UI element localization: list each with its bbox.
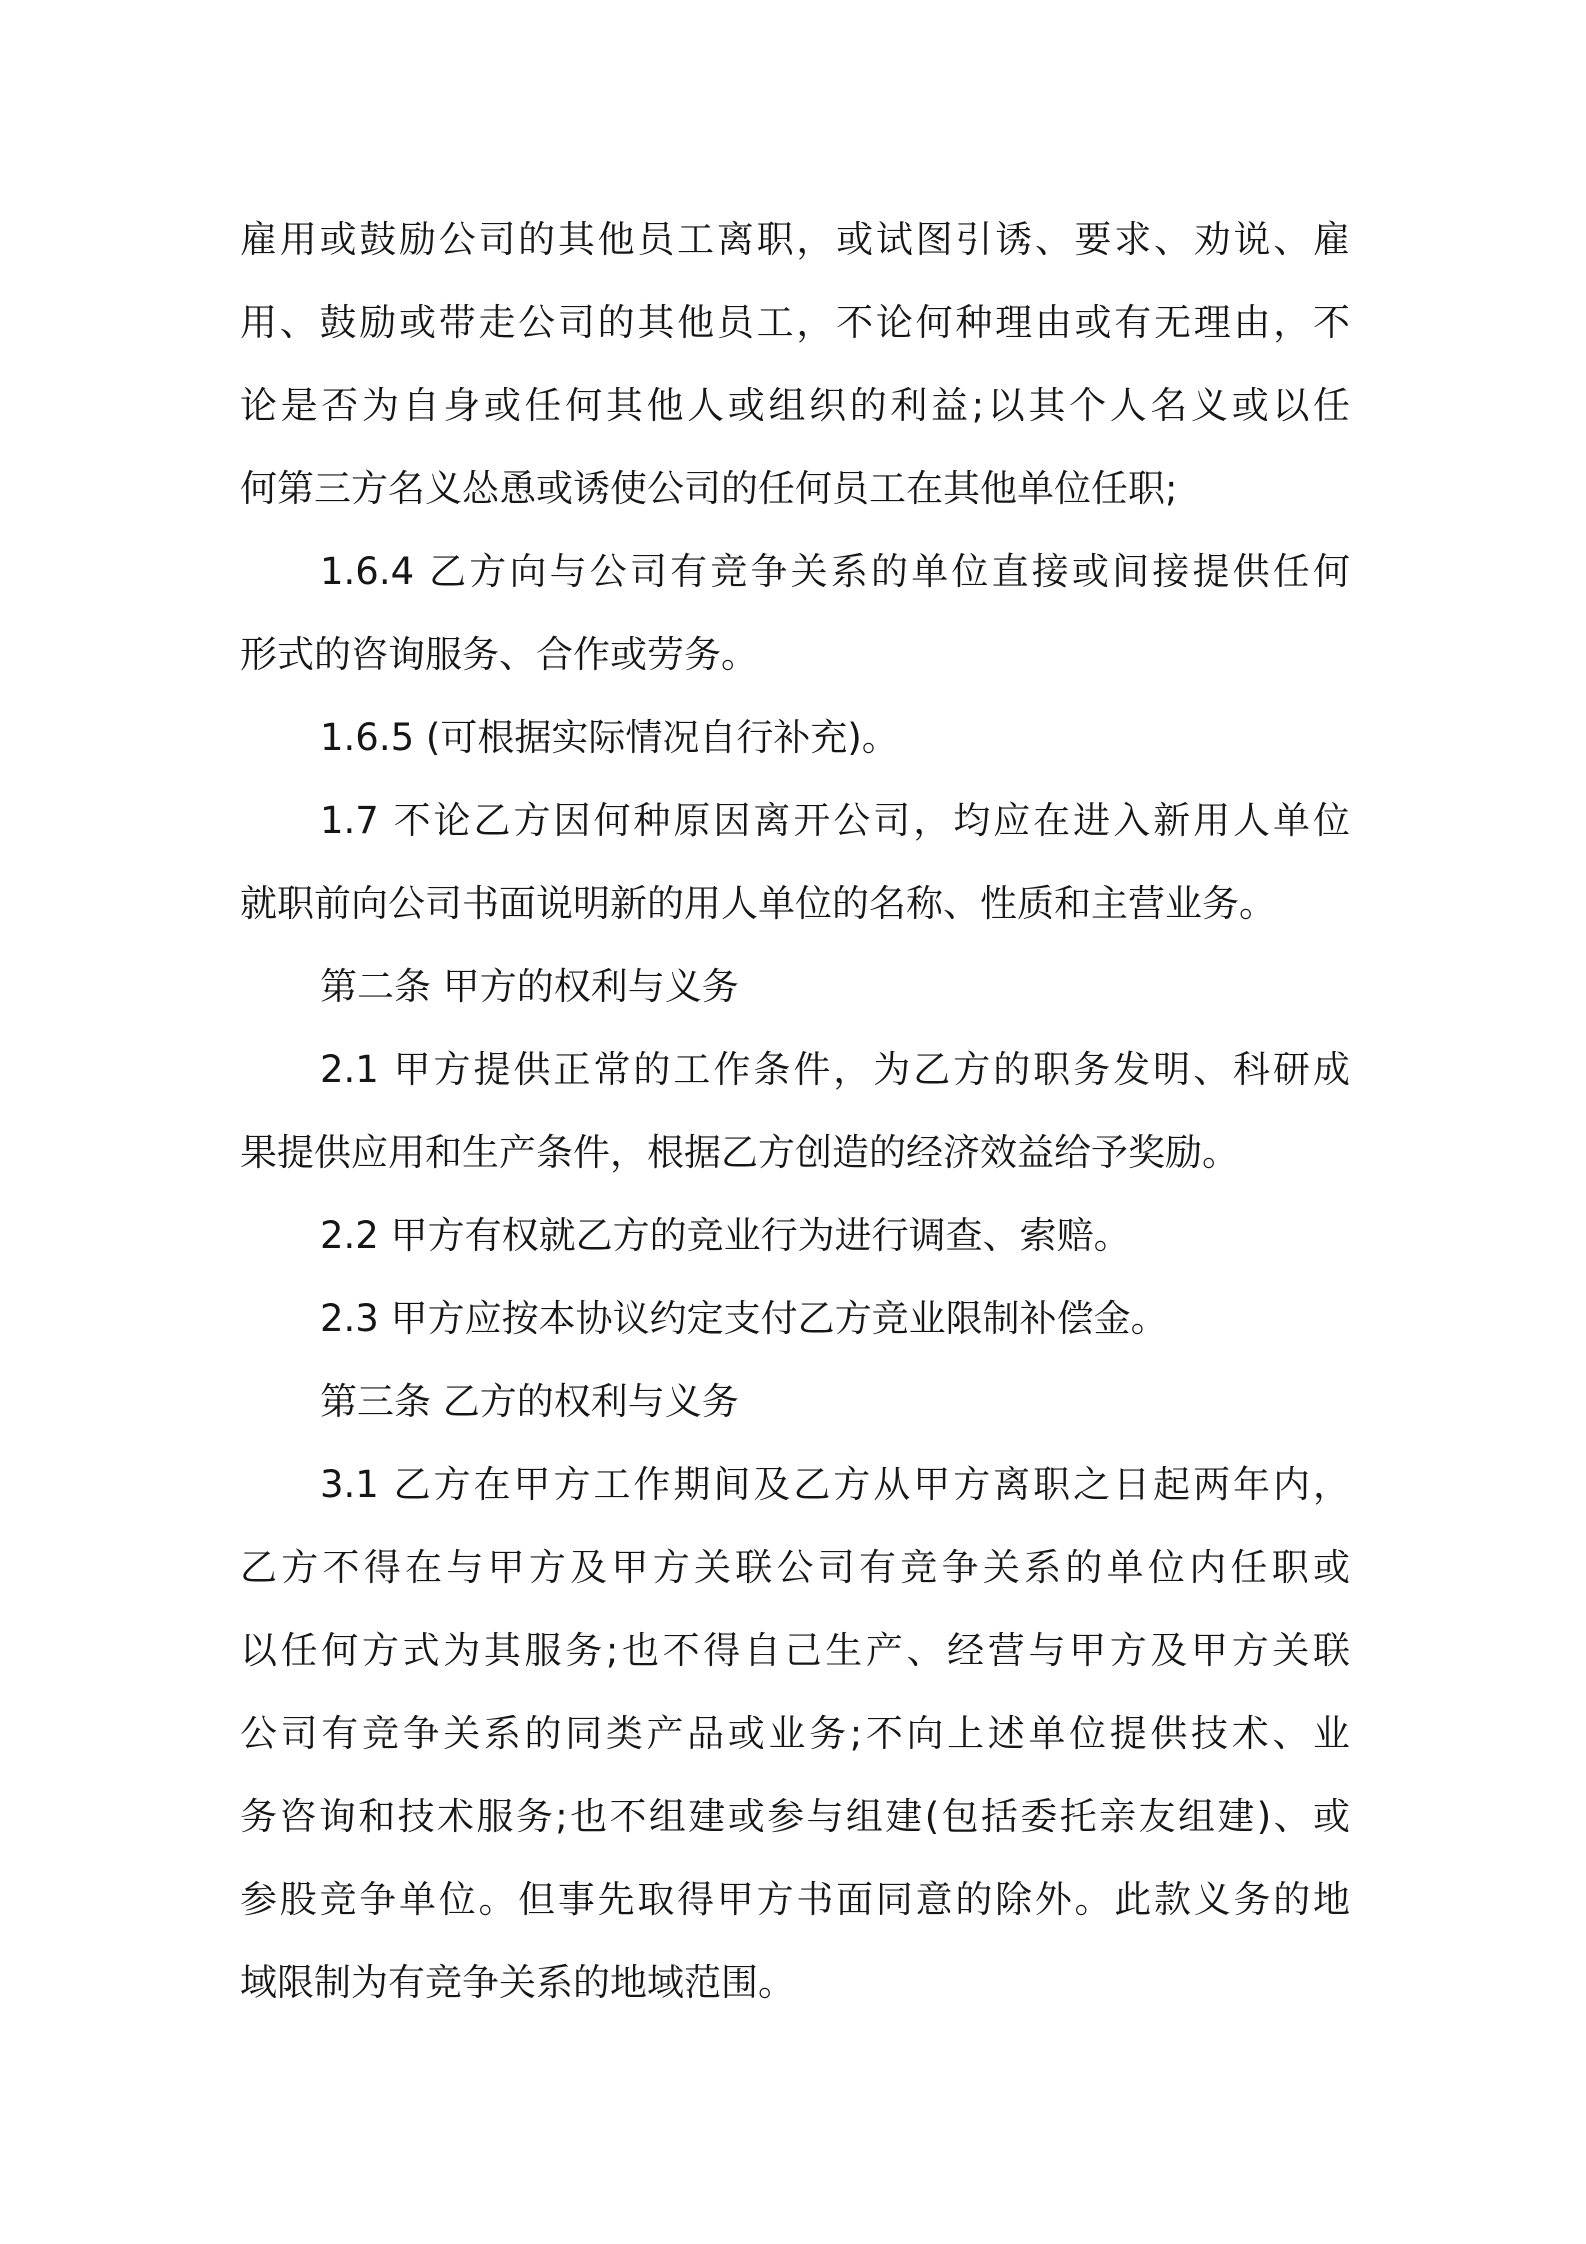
- text-line: 用、鼓励或带走公司的其他员工，不论何种理由或有无理由，不: [240, 301, 1350, 344]
- article-2-heading: 第二条 甲方的权利与义务: [320, 965, 739, 1008]
- clause-1-6-5: 1.6.5 (可根据实际情况自行补充)。: [320, 716, 899, 759]
- text-line: 论是否为自身或任何其他人或组织的利益;以其个人名义或以任: [240, 384, 1350, 427]
- text-line: 乙方不得在与甲方及甲方关联公司有竞争关系的单位内任职或: [240, 1546, 1350, 1589]
- clause-1-7: 1.7 不论乙方因何种原因离开公司，均应在进入新用人单位: [320, 799, 1350, 842]
- text-line: 何第三方名义怂恿或诱使公司的任何员工在其他单位任职;: [240, 467, 1178, 510]
- text-line: 以任何方式为其服务;也不得自己生产、经营与甲方及甲方关联: [240, 1629, 1350, 1672]
- text-line: 果提供应用和生产条件，根据乙方创造的经济效益给予奖励。: [240, 1131, 1239, 1174]
- text-line: 公司有竞争关系的同类产品或业务;不向上述单位提供技术、业: [240, 1712, 1350, 1755]
- clause-2-1: 2.1 甲方提供正常的工作条件，为乙方的职务发明、科研成: [320, 1048, 1350, 1091]
- text-line: 形式的咨询服务、合作或劳务。: [240, 633, 758, 676]
- text-line: 域限制为有竞争关系的地域范围。: [240, 1961, 795, 2004]
- clause-3-1: 3.1 乙方在甲方工作期间及乙方从甲方离职之日起两年内，: [320, 1463, 1350, 1506]
- text-line: 务咨询和技术服务;也不组建或参与组建(包括委托亲友组建)、或: [240, 1795, 1350, 1838]
- clause-2-3: 2.3 甲方应按本协议约定支付乙方竞业限制补偿金。: [320, 1297, 1168, 1340]
- text-line: 雇用或鼓励公司的其他员工离职，或试图引诱、要求、劝说、雇: [240, 218, 1350, 261]
- text-line: 参股竞争单位。但事先取得甲方书面同意的除外。此款义务的地: [240, 1878, 1350, 1921]
- text-line: 就职前向公司书面说明新的用人单位的名称、性质和主营业务。: [240, 882, 1276, 925]
- clause-2-2: 2.2 甲方有权就乙方的竞业行为进行调查、索赔。: [320, 1214, 1131, 1257]
- clause-1-6-4: 1.6.4 乙方向与公司有竞争关系的单位直接或间接提供任何: [320, 550, 1350, 593]
- document-body: [240, 198, 1350, 2024]
- article-3-heading: 第三条 乙方的权利与义务: [320, 1380, 739, 1423]
